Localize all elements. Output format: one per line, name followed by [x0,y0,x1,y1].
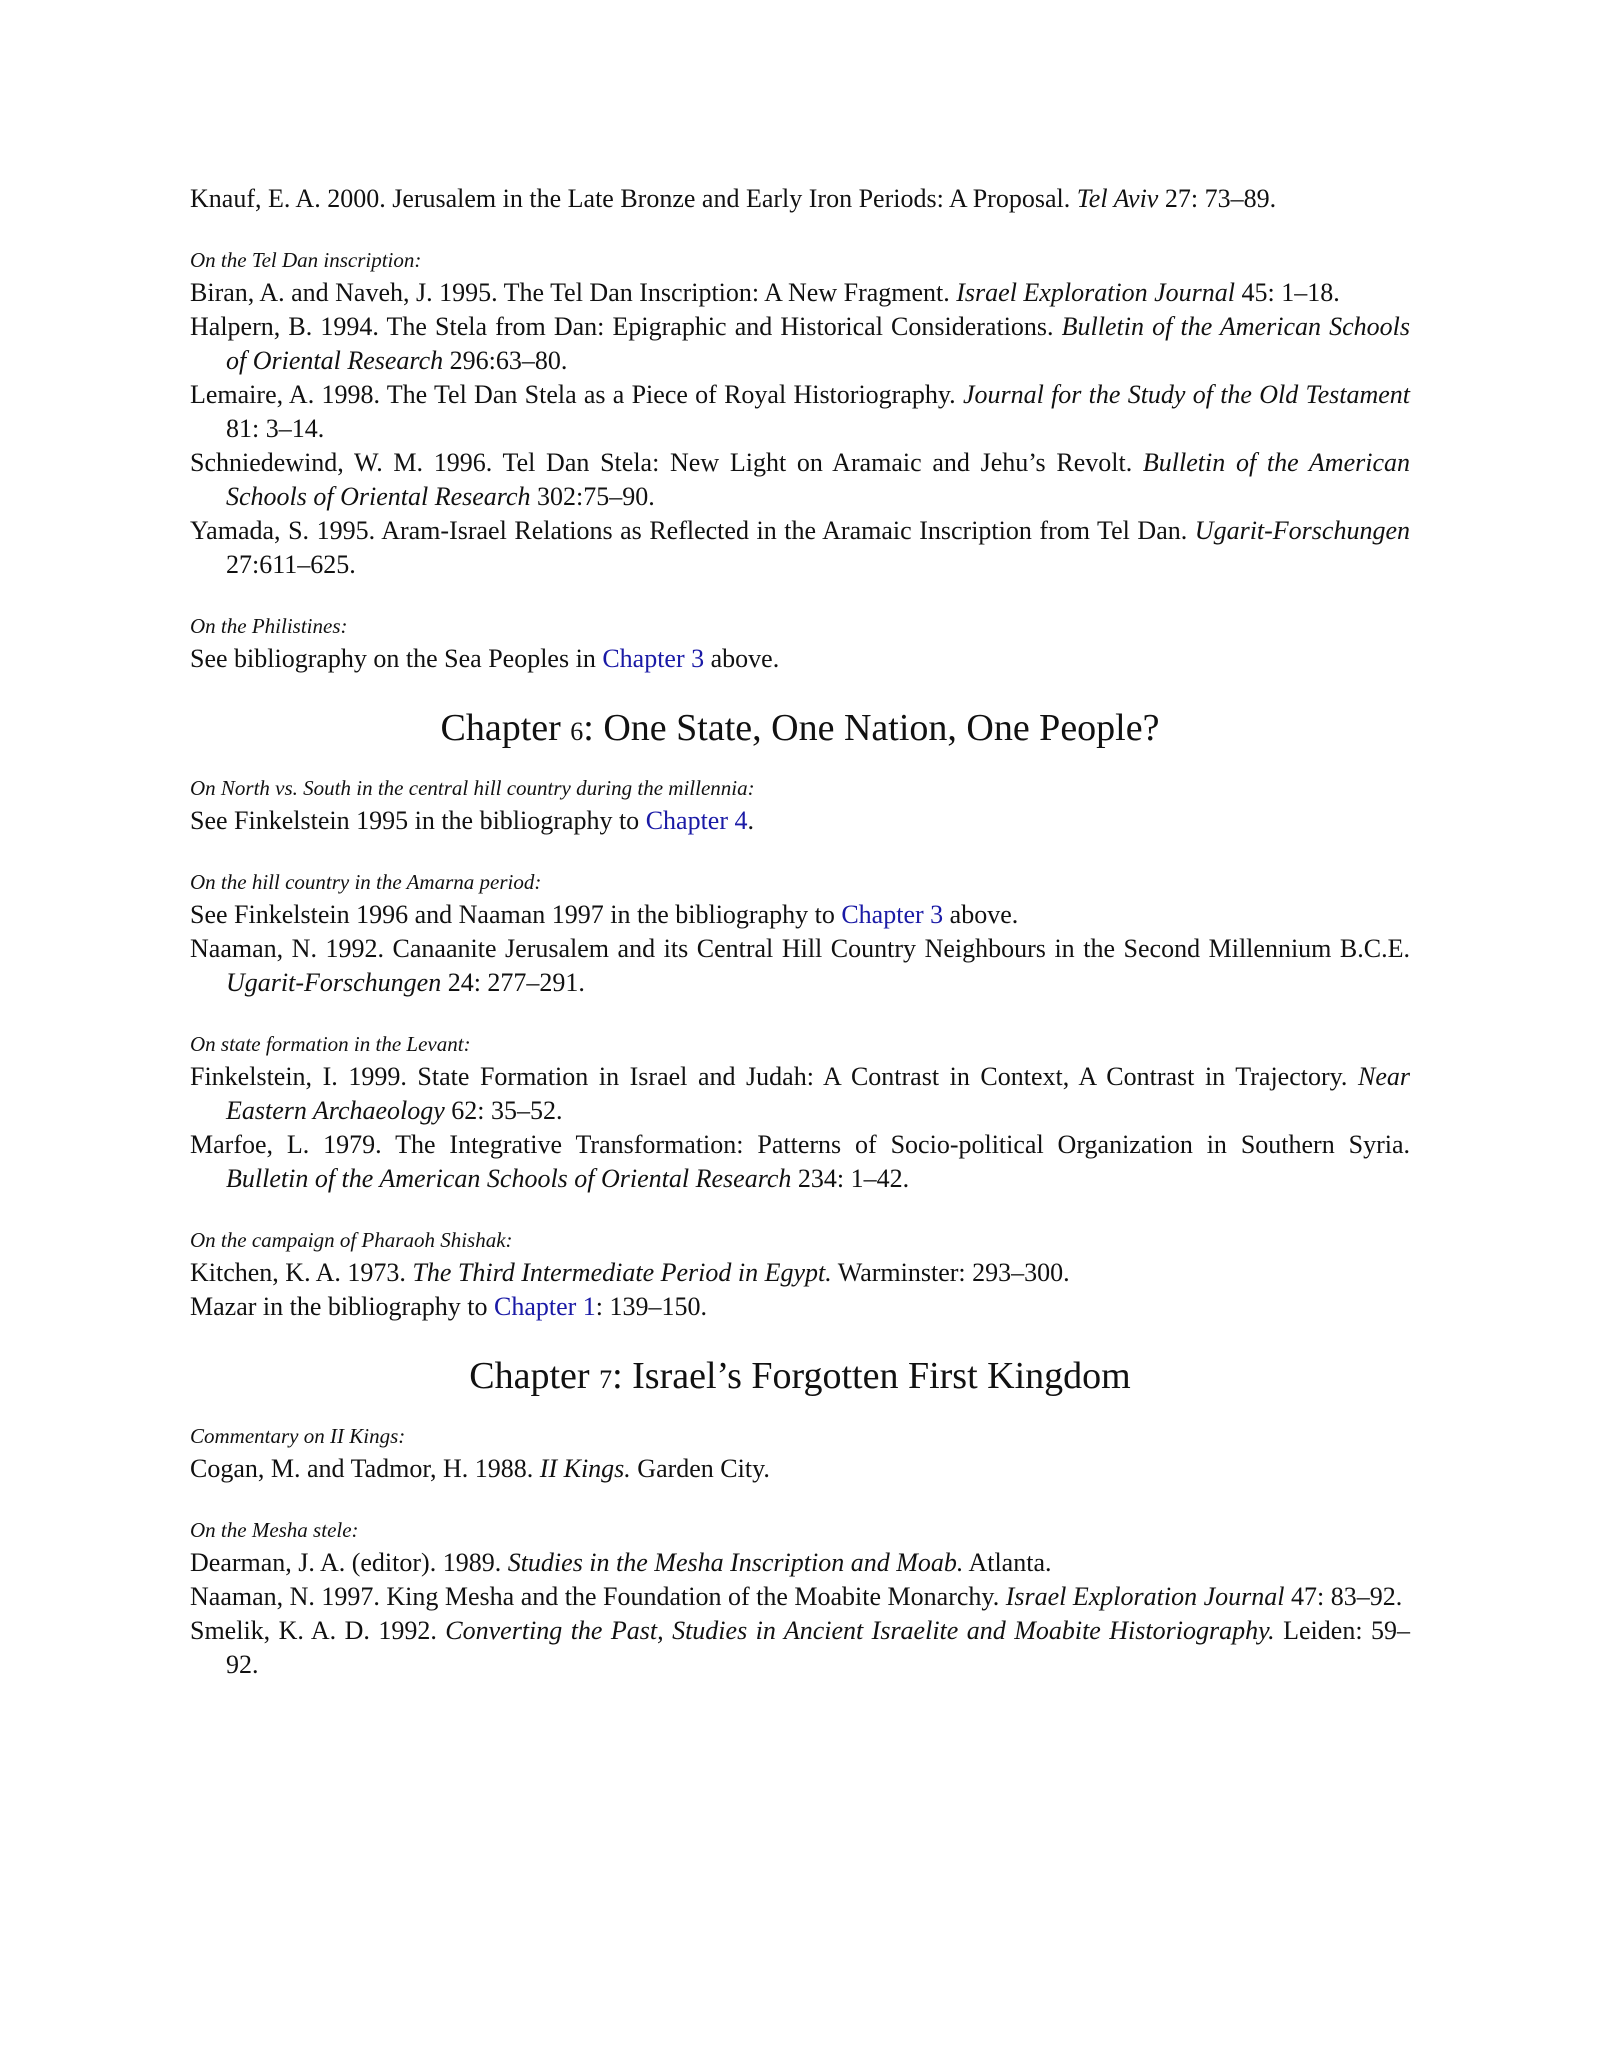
bib-entry-knauf [190,182,1410,216]
bib-text: 27: 73–89. [1158,184,1277,213]
section-label-tel-dan: On the Tel Dan inscription: [190,248,422,272]
bib-text: Atlanta. [963,1548,1052,1577]
chapter-number: 7 [599,1365,613,1394]
bib-text: Naaman, N. 1997. King Mesha and the Foundation of the Moabite Monarchy. [190,1582,1006,1611]
bib-journal: Bulletin of the American Schools of Oriental Research [226,448,1410,511]
bib-text: Lemaire, A. 1998. The Tel Dan Stela as a Piece of Royal Historiography. [190,380,963,409]
bib-text: See Finkelstein 1996 and Naaman 1997 in the bibliography to [190,900,842,929]
heading-text: : Israel’s Forgotten First Kingdom [612,1355,1131,1397]
bib-text: Biran, A. and Naveh, J. 1995. The Tel Dan Inscription: A New Fragment. [190,278,957,307]
bib-text: 234: 1–42. [791,1164,910,1193]
chapter-6-heading [190,704,1410,756]
bib-text: 296:63–80. [443,346,568,375]
bib-book-title: Converting the Past, Studies in Ancient Israelite and Moabite Historiography. [445,1616,1275,1645]
bib-entry-yamada [190,514,1410,582]
section-label-shishak: On the campaign of Pharaoh Shishak: [190,1228,513,1252]
section-label-state-formation: On state formation in the Levant: [190,1032,471,1056]
bib-entry-kitchen [190,1256,1410,1290]
bib-text: above. [704,644,780,673]
bibliography-page [190,182,1410,1682]
bib-journal: Ugarit-Forschungen [226,968,442,997]
bib-text: Marfoe, L. 1979. The Integrative Transformation: Patterns of Socio-political Organization in Southern Syria. [190,1130,1410,1159]
bib-text: . [747,806,754,835]
section-label-mesha: On the Mesha stele: [190,1518,359,1542]
bib-journal: Israel Exploration Journal [956,278,1236,307]
bib-text: Mazar in the bibliography to [190,1292,494,1321]
bib-text: above. [943,900,1019,929]
bib-entry-schniedewind [190,446,1410,514]
chapter-7-heading [190,1352,1410,1404]
bib-entry-dearman [190,1546,1410,1580]
bib-text: Halpern, B. 1994. The Stela from Dan: Epigraphic and Historical Considerations. [190,312,1062,341]
section-label-north-south: On North vs. South in the central hill country during the millennia: [190,776,755,800]
section-label-amarna: On the hill country in the Amarna period: [190,870,542,894]
bib-text: 24: 277–291. [441,968,585,997]
section-label-ii-kings: Commentary on II Kings: [190,1424,406,1448]
bib-journal: Tel Aviv [1076,184,1159,213]
heading-text: Chapter [469,1355,600,1397]
bib-see-mazar [190,1290,1410,1324]
heading-text: : One State, One Nation, One People? [583,707,1160,749]
bib-see-philistines [190,642,1410,676]
bib-text: Garden City. [630,1454,770,1483]
bib-entry-marfoe [190,1128,1410,1196]
bib-see-north-south [190,804,1410,838]
bib-journal: Ugarit-Forschungen [1194,516,1410,545]
bib-text: Naaman, N. 1992. Canaanite Jerusalem and its Central Hill Country Neighbours in the Second Millennium B.C.E. [190,934,1410,963]
bib-journal: Bulletin of the American Schools of Oriental Research [226,312,1410,375]
bib-text: 62: 35–52. [444,1096,563,1125]
bib-text: 27:611–625. [226,550,356,579]
bib-text: See bibliography on the Sea Peoples in [190,644,603,673]
bib-text: Smelik, K. A. D. 1992. [190,1616,446,1645]
section-label-philistines: On the Philistines: [190,614,348,638]
bib-journal: Journal for the Study of the Old Testament [962,380,1410,409]
bib-text: Finkelstein, I. 1999. State Formation in Israel and Judah: A Contrast in Context, A Contrast in Trajectory. [190,1062,1358,1091]
bib-entry-smelik [190,1614,1410,1682]
bib-text: Knauf, E. A. 2000. Jerusalem in the Late Bronze and Early Iron Periods: A Proposal. [190,184,1077,213]
chapter-number: 6 [570,717,584,746]
bib-text: 45: 1–18. [1235,278,1340,307]
bib-text: Cogan, M. and Tadmor, H. 1988. [190,1454,540,1483]
chapter-3-link[interactable]: Chapter 3 [602,644,705,673]
bib-text: Schniedewind, W. M. 1996. Tel Dan Stela: New Light on Aramaic and Jehu’s Revolt. [190,448,1143,477]
bib-entry-lemaire [190,378,1410,446]
bib-book-title: The Third Intermediate Period in Egypt. [412,1258,832,1287]
bib-entry-naaman-1992 [190,932,1410,1000]
bib-text: Kitchen, K. A. 1973. [190,1258,413,1287]
bib-entry-cogan [190,1452,1410,1486]
bib-text: Warminster: 293–300. [831,1258,1070,1287]
bib-text: 302:75–90. [530,482,655,511]
chapter-1-link[interactable]: Chapter 1 [493,1292,596,1321]
bib-entry-biran [190,276,1410,310]
bib-entry-naaman-1997 [190,1580,1410,1614]
bib-text: 47: 83–92. [1284,1582,1403,1611]
bib-journal: Israel Exploration Journal [1005,1582,1285,1611]
bib-entry-halpern [190,310,1410,378]
bib-journal: Near Eastern Archaeology [226,1062,1410,1125]
bib-book-title: II Kings. [539,1454,631,1483]
bib-text: : 139–150. [595,1292,708,1321]
bib-text: Leiden: 59–92. [226,1616,1410,1679]
chapter-3-link[interactable]: Chapter 3 [841,900,944,929]
chapter-4-link[interactable]: Chapter 4 [645,806,748,835]
bib-see-amarna [190,898,1410,932]
heading-text: Chapter [440,707,571,749]
bib-text: 81: 3–14. [226,414,325,443]
bib-text: Yamada, S. 1995. Aram-Israel Relations as Reflected in the Aramaic Inscription from Tel Dan. [190,516,1195,545]
bib-text: See Finkelstein 1995 in the bibliography to [190,806,646,835]
bib-text: Dearman, J. A. (editor). 1989. [190,1548,508,1577]
bib-entry-finkelstein-1999 [190,1060,1410,1128]
bib-journal: Bulletin of the American Schools of Oriental Research [226,1164,792,1193]
bib-book-title: Studies in the Mesha Inscription and Moab. [507,1548,964,1577]
